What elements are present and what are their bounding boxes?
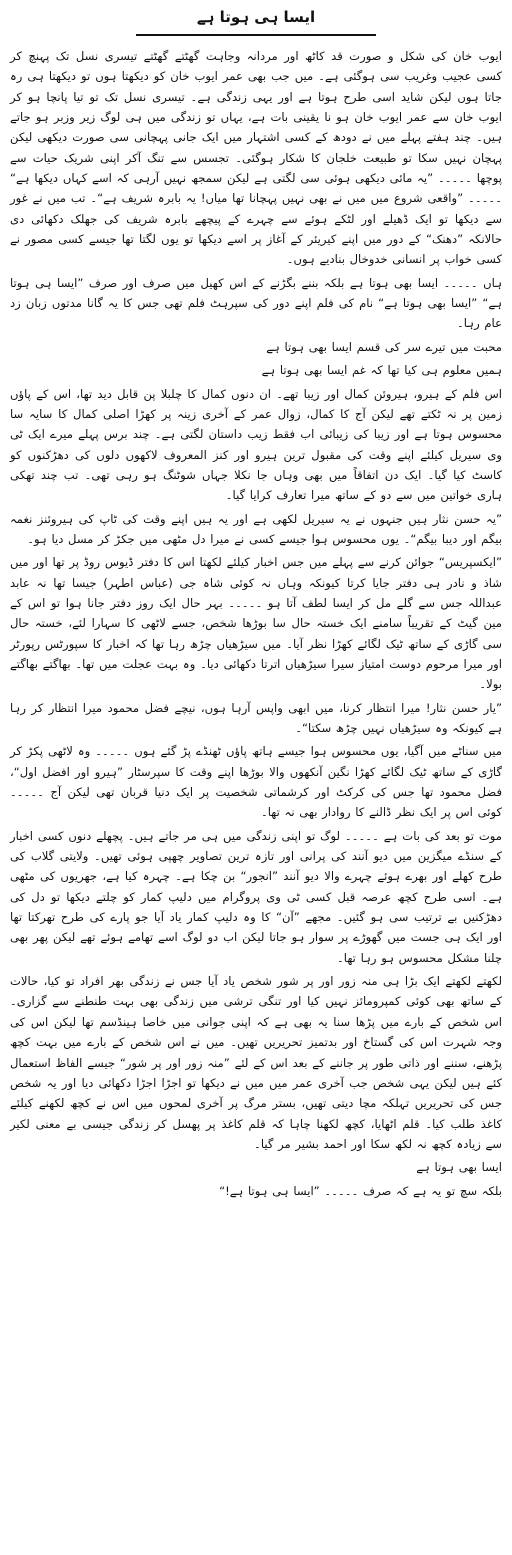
article-body bbox=[10, 46, 502, 1201]
verse-line-1: محبت میں تیرے سر کی قسم ایسا بھی ہوتا ہے bbox=[266, 339, 502, 354]
closing-line-1: ایسا بھی ہوتا ہے bbox=[416, 1160, 502, 1175]
paragraph-4: ”یہ حسن نثار ہیں جنہوں نے یہ سیریل لکھی ہے اور یہ ہیں اپنے وقت کی ٹاپ کی ہیروئنز نغمہ بیگم اور دیبا بیگم“۔ یوں محسوس ہوا جیسے کسی نے میرا دل مٹھی میں جکڑ کر مسل دیا ہو۔ bbox=[10, 511, 502, 546]
title-underline bbox=[136, 34, 376, 36]
paragraph-8: موت تو بعد کی بات ہے ۔۔۔۔۔ لوگ تو اپنی زندگی میں ہی مر جاتے ہیں۔ پچھلے دنوں کسی اخبار کے سنڈے میگزین میں دیو آنند کی پرانی اور تازہ ترین تصاویر چھپی ہوئی تھیں۔ ولایتی گلاب کی طرح کھلے اور بھرے ہوئے چہرے والا دیو آنند ”انجور“ بن چکا ہے۔ چہرہ کیا ہے، جھریوں کی مٹھی ہے۔ اسی طرح کچھ عرصہ قبل کسی ٹی وی پروگرام میں دلیپ کمار کو چلتے دیکھا تو دل کی دھڑکنیں بے ترتیب سی ہو گئیں۔ مجھے ”آن“ کا وہ دلیپ کمار یاد آیا جو پارے کی طرح تھرکتا تھا اور ایک ہی جست میں گھوڑے پر سوار ہو جاتا لیکن اب دو لوگ اسے تھامے ہوئے تھے لیکن پھر بھی چلنا مشکل محسوس ہو رہا تھا۔ bbox=[10, 828, 502, 965]
paragraph-1: ایوب خان کی شکل و صورت قد کاٹھ اور مردانہ وجاہت گھٹتے گھٹتے تیسری نسل تک پہنچ کر کسی عجیب وغریب سی ہوگئی ہے۔ میں جب بھی عمر ایوب خان کو دیکھتا ہوں تو دیکھتا ہی رہ جاتا ہوں لیکن شاید اسی طرح ہوتا ہے اور یہی زندگی ہے۔ تیسری نسل تک تو تیا پانچا ہو کر ایوب خان سے عمر ایوب خان ہو نا یقینی بات ہے، یہاں تو زندگی میں ہی لوگ زیر وزبر ہو جاتے ہیں۔ چند ہفتے پہلے میں نے دودھ کے کسی اشتہار میں ایک جانی پہچانی سی صورت دیکھی لیکن پہچان نہیں سکا تو طبیعت خلجان کا شکار ہوگئی۔ تجسس سے تنگ آکر اپنی شریک حیات سے پوچھا ۔۔۔۔۔ ”یہ مائی دیکھی ہوئی سی لگتی ہے لیکن سمجھ نہیں آرہی کہ اسے کہاں دیکھا ہے“ ۔۔۔۔۔ ”واقعی شروع میں میں نے بھی نہیں پہچانا تھا میاں! یہ بابرہ شریف ہے“۔ تب میں نے غور سے دیکھا تو ایک ڈھیلے اور لٹکے ہوئے سے چہرے کے پیچھے بابرہ شریف کی جھلک دکھائی دی حالانکہ ”دھنک“ کے دور میں اپنے کیریئر کے آغاز پر اسے دیکھا تو یوں لگتا تھا جیسے کسی مصور نے کسی خواب پر انسانی خدوخال بنادیے ہوں۔ bbox=[10, 49, 502, 267]
article-title: ایسا ہی ہوتا ہے bbox=[196, 8, 316, 26]
paragraph-2: ہاں ۔۔۔۔۔ ایسا بھی ہوتا ہے بلکہ بننے بگڑنے کے اس کھیل میں صرف اور صرف ”ایسا ہی ہوتا ہے“ ”ایسا بھی ہوتا ہے“ نام کی فلم اپنے دور کی سپرہٹ فلم تھی جس کا یہ گانا مدتوں زبان زد عام رہا۔ bbox=[10, 275, 502, 331]
closing-line-2: بلکہ سچ تو یہ ہے کہ صرف ۔۔۔۔۔ ”ایسا ہی ہوتا ہے!“ bbox=[219, 1183, 502, 1198]
paragraph-7: میں سناٹے میں آگیا، یوں محسوس ہوا جیسے ہاتھ پاؤں ٹھنڈے پڑ گئے ہوں ۔۔۔۔۔ وہ لاٹھی پکڑ کر گاڑی کے ساتھ ٹیک لگائے کھڑا نگین آنکھوں والا بوڑھا اپنے وقت کا سپرسٹار ”ہیرو اور افضل اول“، فضل محمود تھا جس کی کرکٹ اور کرشماتی شخصیت پر ایک دنیا قربان تھی لیکن آج ۔۔۔۔۔ کوئی اس پر ایک نظر ڈالنے کا روادار بھی نہ تھا۔ bbox=[10, 744, 502, 820]
paragraph-9: لکھتے لکھتے ایک بڑا ہی منہ زور اور پر شور شخص یاد آیا جس نے زندگی بھر افراد تو کیا، حالات کے ساتھ بھی کوئی کمپرومائز نہیں کیا اور تنگی ترشی میں زندگی بھی بہت طنطنے سے گزاری۔ اس شخص کے بارے میں پڑھا سنا یہ بھی ہے کہ اپنی جوانی میں خاصا ہینڈسم تھا لیکن اس کی وجہ شہرت اس کی گستاخ اور بدتمیز تحریریں تھیں۔ میں نے اس شخص کے بارے میں بہت کچھ پڑھنے، سننے اور ذاتی طور پر جاننے کے بعد اس کے لئے ”منہ زور اور پر شور“ جیسے الفاظ استعمال کئے ہیں لیکن یہی شخص جب آخری عمر میں میں نے دیکھا تو اجڑا اجڑا دکھائی دیا اور یہ شخص جس کی تحریریں تہلکہ مچا دیتی تھیں، بستر مرگ پر آخری لمحوں میں اس نے کچھ لکھنے کیلئے کاغذ طلب کیا۔ قلم اٹھایا، کچھ لکھنا چاہا کہ قلم کاغذ پر پھسل کر زندگی جیسی بے معنی لکیر سے زیادہ کچھ نہ لکھ سکا اور احمد بشیر مر گیا۔ bbox=[10, 974, 502, 1151]
paragraph-6: ”یار حسن نثار! میرا انتظار کرنا، میں ابھی واپس آرہا ہوں، نیچے فضل محمود میرا انتظار کر رہا ہے کیونکہ وہ سیڑھیاں نہیں چڑھ سکتا“۔ bbox=[10, 700, 502, 735]
paragraph-3: اس فلم کے ہیرو، ہیروئن کمال اور زیبا تھے۔ ان دنوں کمال کا چلبلا پن قابل دید تھا، اس کے پاؤں زمین پر نہ ٹکتے تھے لیکن آج کا کمال، زوال عمر کے آخری زینہ پر کھڑا اصلی کمال کا سایہ سا محسوس ہوتا ہے اور زیبا کی زیبائی اب فقط زیب داستان لگتی ہے۔ چند برس پہلے میرے ایک ٹی وی سیریل کیلئے اپنے وقت کی مقبول ترین ہیرو اور کنز المعروف لاکھوں دلوں کی دھڑکنوں کو کاسٹ کیا گیا۔ ایک دن اتفاقاً میں بھی وہاں جا نکلا جہاں شوٹنگ ہو رہی تھی۔ تب چند تھکی ہاری خواتین میں سے دو کے ساتھ میرا تعارف کرایا گیا۔ bbox=[10, 386, 502, 503]
paragraph-5: ”ایکسپریس“ جوائن کرنے سے پہلے میں جس اخبار کیلئے لکھتا اس کا دفتر ڈیوس روڈ پر تھا اور میں شاذ و نادر ہی دفتر جایا کرتا کیونکہ وہاں نہ کوئی شاہ جی (عباس اطہر) جیسا تھا نہ عابد عبداللہ جس سے گلے مل کر ایسا لطف آتا ہو ۔۔۔۔۔ بہر حال ایک روز دفتر جانا ہوا تو اس کے مین گیٹ کے تقریباً سامنے ایک خستہ حال سا بوڑھا شخص، جسے لاٹھی کا سہارا لئے، خستہ حال سی گاڑی کے ساتھ ٹیک لگائے کھڑا نظر آیا۔ میں سیڑھیاں چڑھ رہا تھا کہ اخبار کا سپورٹس رپورٹر اور میرا مرحوم دوست امتیاز سیرا سیڑھیاں اترتا دکھائی دیا۔ وہ بہت عجلت میں تھا۔ بھاگتے بھاگتے بولا۔ bbox=[10, 555, 502, 692]
verse-line-2: ہمیں معلوم ہی کیا تھا کہ غم ایسا بھی ہوتا ہے bbox=[261, 363, 502, 378]
